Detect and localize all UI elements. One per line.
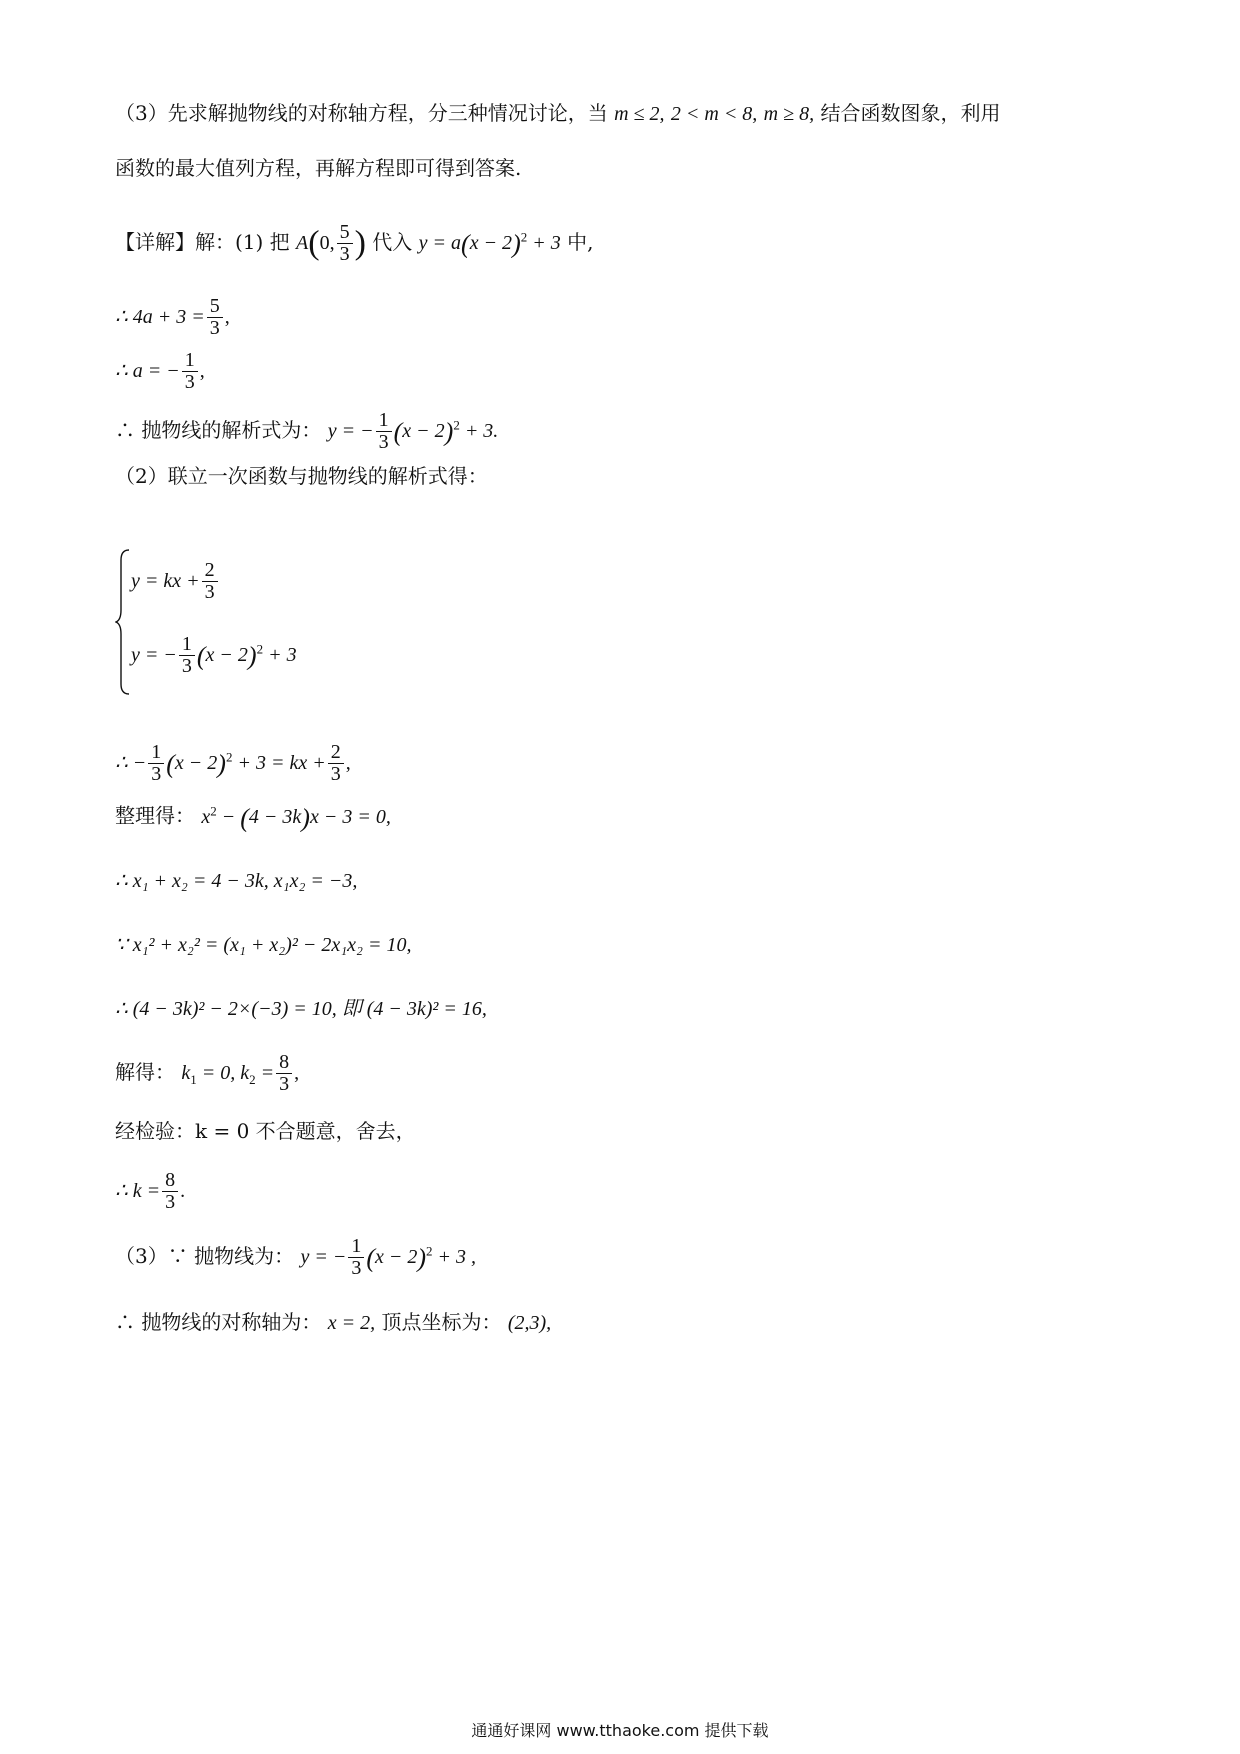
left-brace-icon (115, 548, 131, 696)
condition-2: 2 < m < 8, (670, 103, 758, 125)
equation-line-4a: ∴ 4a + 3 = $\frac{5}{3}$ , (115, 295, 230, 339)
text-substitute: 代入 (372, 230, 413, 254)
part-2-intro: （2）联立一次函数与抛物线的解析式得： (115, 464, 488, 488)
page-footer: 通通好课网 www.tthaoke.com 提供下载 (471, 1721, 769, 1740)
fraction-1-3: $\frac{1}{3}$ (348, 1236, 364, 1279)
detail-heading: 【详解】解：(1) 把 (115, 230, 290, 254)
axis-vertex-line: ∴ 抛物线的对称轴为： x = 2, 顶点坐标为： (2,3), (115, 1310, 552, 1334)
vieta-line: ∴ x₁ + x₂ = 4 − 3k, x₁x₂ = −3, (115, 870, 358, 892)
fraction-2-3: $\frac{2}{3}$ (202, 560, 218, 603)
k-solutions-line: 解得： $k_1 = 0$, $k_2$ = $\frac{8}{3}$ , (115, 1051, 300, 1095)
part-3-parabola-line: （3）∵ 抛物线为： y = − $\frac{1}{3}$ $(x - 2)^2 + 3$ , (115, 1235, 477, 1279)
fraction-5-3: $\frac{5}{3}$ (207, 296, 223, 339)
combined-equation-line: ∴ − $\frac{1}{3}$ $(x - 2)^2 + 3$ = kx + $\frac{2}{3}$ , (115, 741, 351, 785)
sum-of-squares-line: ∵ x₁² + x₂² = (x₁ + x₂)² − 2x₁x₂ = 10, (115, 934, 412, 956)
fraction-5-3: $\frac{5}{3}$ (337, 222, 353, 265)
k-equation-line: ∴ (4 − 3k)² − 2×(−3) = 10, 即 (4 − 3k)² = 16, (115, 998, 487, 1020)
detail-line-1: 【详解】解：(1) 把 A(0, $\frac{5}{3}$ ) 代入 $y = a(x - 2)^2 + 3$ 中, (115, 221, 594, 265)
fraction-8-3: $\frac{8}{3}$ (276, 1052, 292, 1095)
point-a: A (296, 232, 309, 254)
text-hint-3-tail: 结合函数图象，利用 (820, 101, 1001, 125)
condition-3: m ≥ 8, (763, 103, 815, 125)
fraction-1-3: $\frac{1}{3}$ (376, 410, 392, 453)
text-in: 中, (567, 230, 594, 254)
parabola-expression-line: ∴ 抛物线的解析式为： y = − $\frac{1}{3}$ $(x - 2)^2 + 3$. (115, 409, 499, 453)
condition-1: m ≤ 2, (614, 103, 665, 125)
fraction-1-3: $\frac{1}{3}$ (179, 634, 195, 677)
check-line: 经检验：k = 0 不合题意，舍去， (115, 1119, 416, 1143)
fraction-2-3: $\frac{2}{3}$ (328, 742, 344, 785)
k-result-line: ∴ k = $\frac{8}{3}$ . (115, 1169, 186, 1213)
simplified-equation-line: 整理得： $x^2 - (4 - 3k)x - 3 = 0$, (115, 803, 391, 833)
paragraph-line-2 (115, 158, 521, 178)
equation-parabola: $y = a(x - 2)^2 + 3$ (418, 229, 561, 259)
fraction-1-3: $\frac{1}{3}$ (148, 742, 164, 785)
system-equation-parabola: y = − $\frac{1}{3}$ $(x - 2)^2 + 3$ (131, 633, 297, 677)
paragraph-line-1 (115, 103, 1000, 124)
equation-system (115, 548, 435, 696)
text-hint-3: （3）先求解抛物线的对称轴方程，分三种情况讨论，当 (115, 101, 608, 125)
fraction-1-3: $\frac{1}{3}$ (182, 350, 198, 393)
equation-line-a-value: ∴ a = − $\frac{1}{3}$ , (115, 349, 205, 393)
text-hint-3-cont: 函数的最大值列方程，再解方程即可得到答案. (115, 156, 522, 180)
system-equation-linear: y = kx + $\frac{2}{3}$ (131, 560, 220, 603)
fraction-8-3: $\frac{8}{3}$ (162, 1170, 178, 1213)
